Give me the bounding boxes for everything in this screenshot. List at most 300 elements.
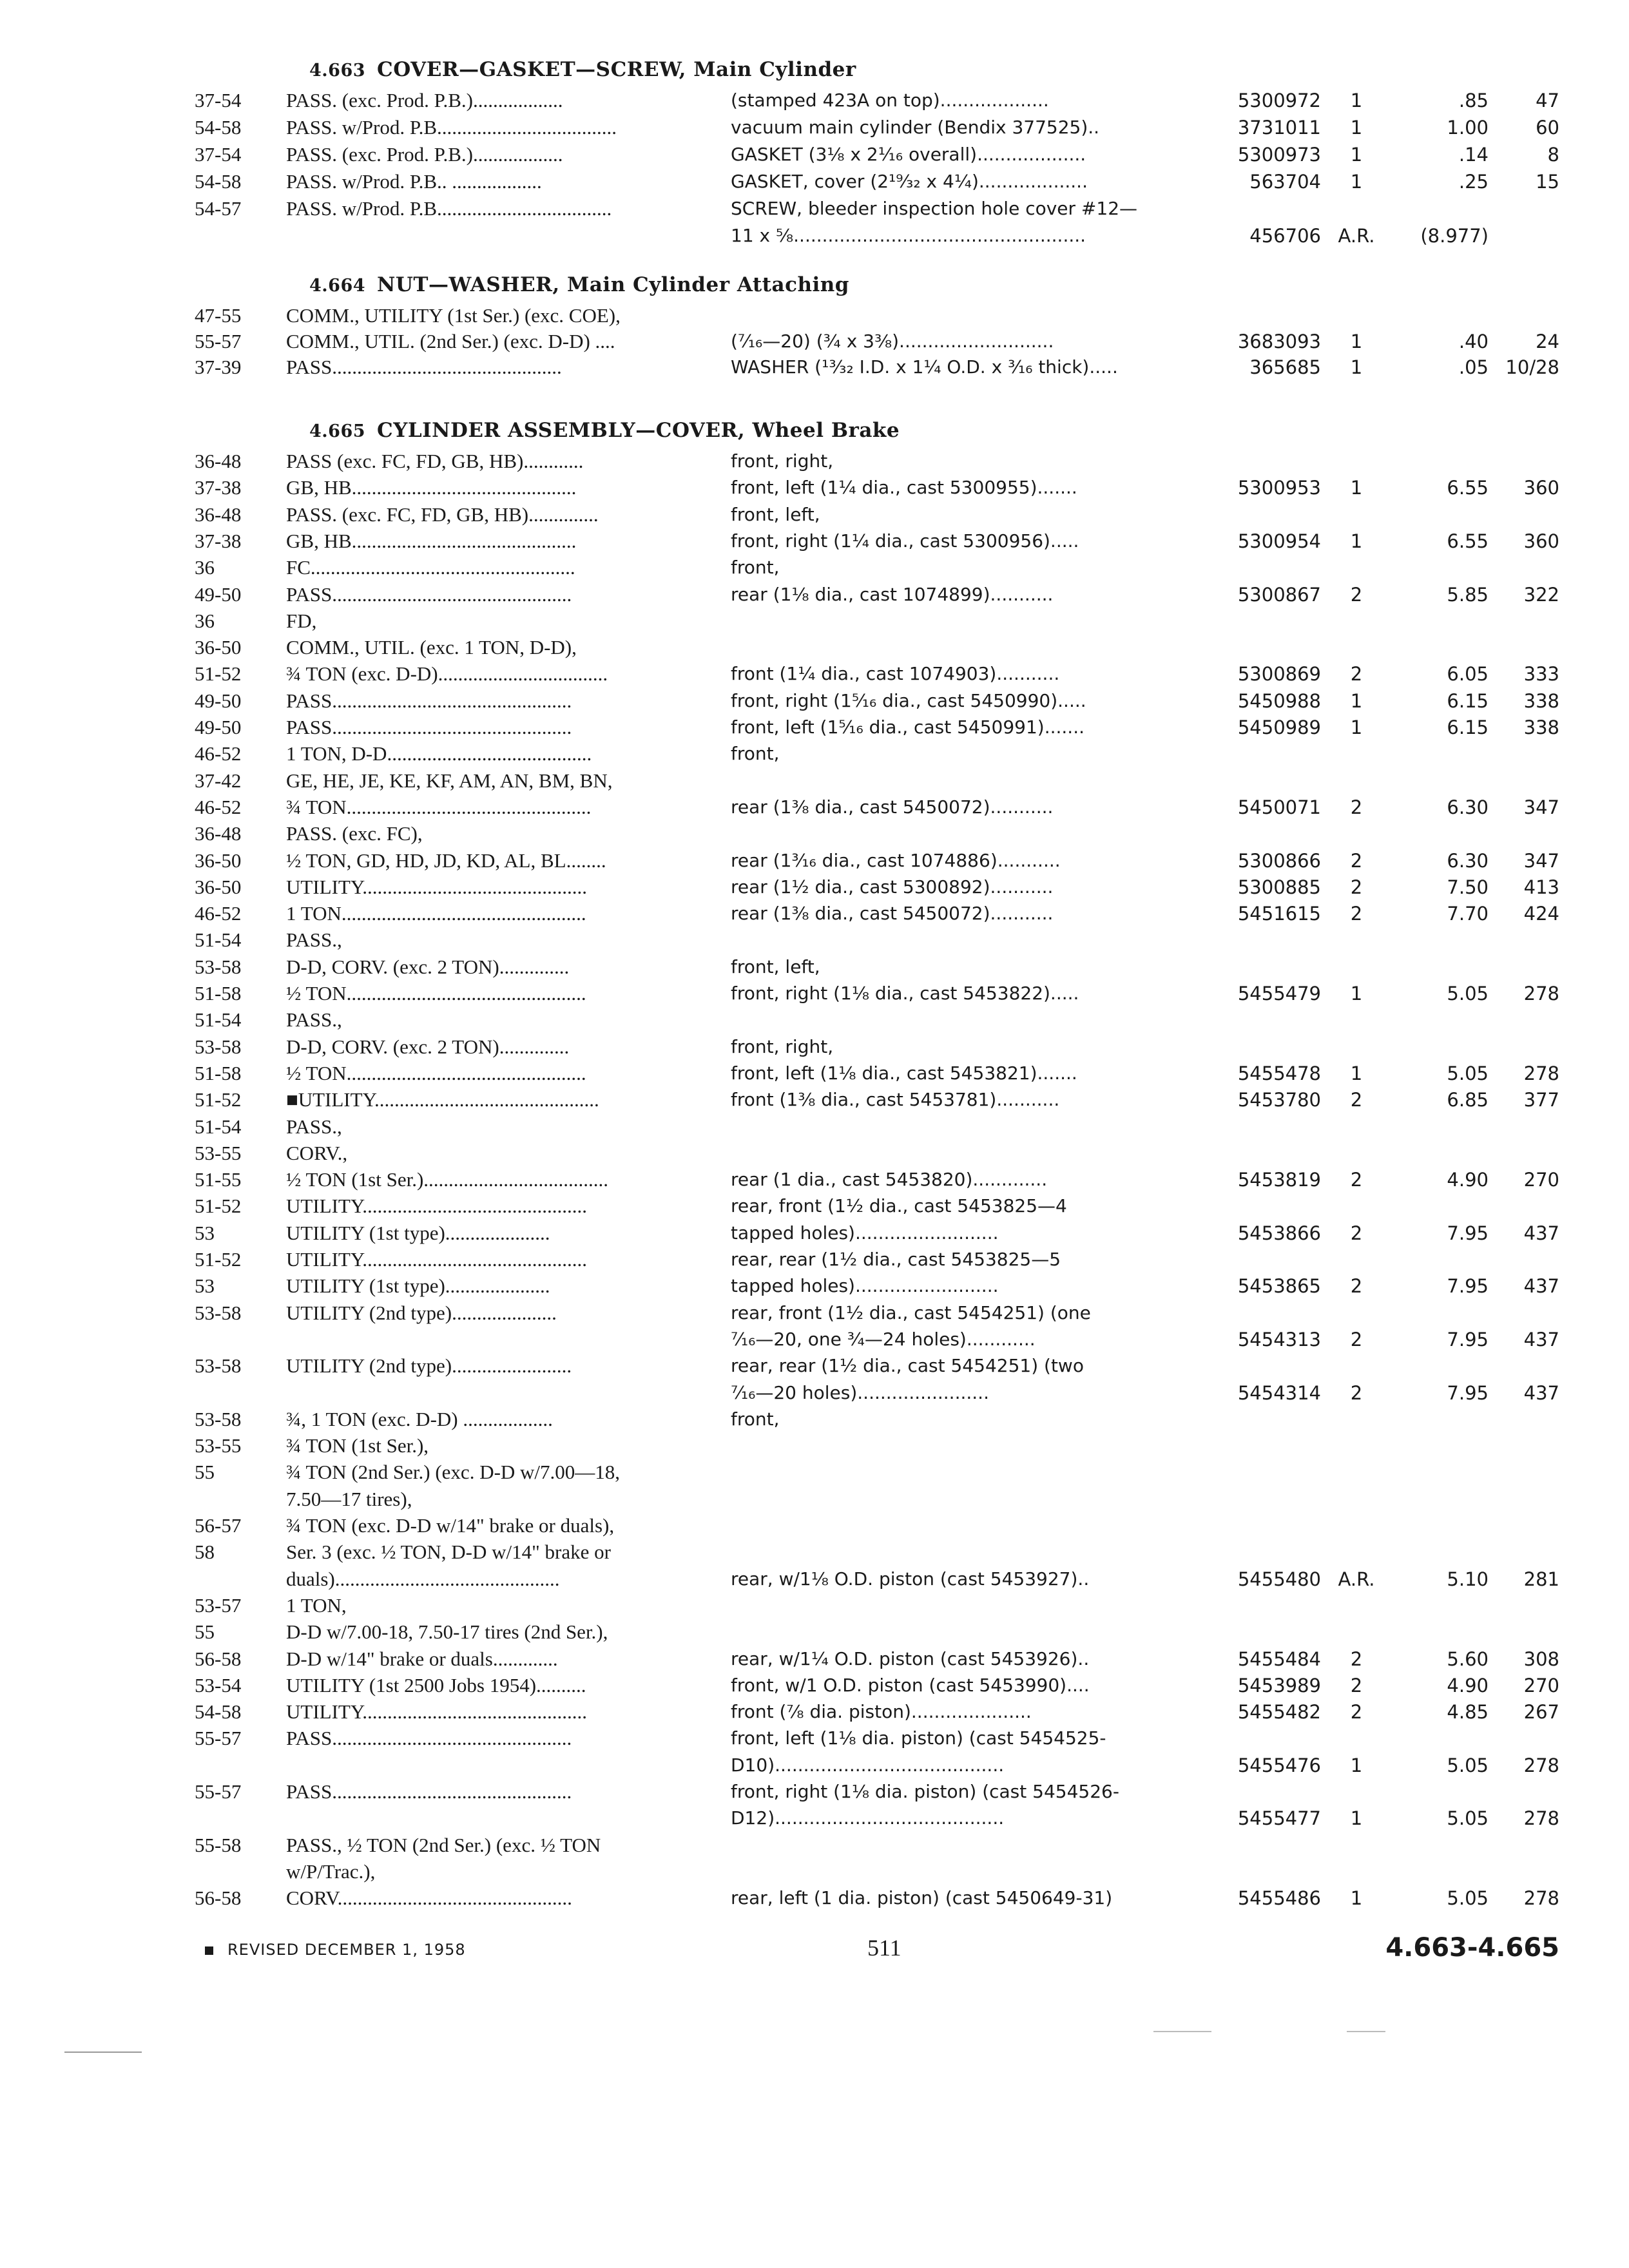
quantity: 2 — [1350, 1674, 1363, 1696]
part-number: 5453989 — [1237, 1674, 1321, 1696]
list-price: 6.55 — [1447, 477, 1489, 499]
application: UTILITY............................................. — [286, 1195, 587, 1218]
model-years: 53-58 — [195, 1354, 242, 1378]
application: GB, HB............................................. — [286, 476, 577, 499]
quantity: 1 — [1350, 689, 1363, 712]
table-row — [0, 821, 1629, 847]
application: ¾, 1 TON (exc. D-D) .................. — [286, 1407, 553, 1430]
table-row — [0, 874, 1629, 900]
application: ■UTILITY............................................. — [286, 1088, 599, 1111]
quantity: A.R. — [1338, 1568, 1375, 1590]
list-price: 7.95 — [1447, 1275, 1489, 1298]
application: UTILITY (1st type)..................... — [286, 1274, 550, 1298]
model-years: 55 — [195, 1620, 215, 1644]
model-years: 49-50 — [195, 582, 242, 606]
table-row — [0, 1007, 1629, 1033]
group-code: 347 — [1523, 849, 1559, 872]
table-row — [0, 475, 1629, 501]
part-number: 5455478 — [1237, 1062, 1321, 1084]
description: (⁷⁄₁₆—20) (¾ x 3⅜)........................... — [731, 331, 1054, 352]
model-years: 51-58 — [195, 1061, 242, 1084]
description: ⁷⁄₁₆—20, one ¾—24 holes)............ — [731, 1328, 1036, 1350]
model-years: 37-38 — [195, 476, 242, 499]
part-number: 5450071 — [1237, 796, 1321, 818]
table-row — [0, 1699, 1629, 1725]
list-price: 5.60 — [1447, 1648, 1489, 1670]
model-years: 56-57 — [195, 1514, 242, 1537]
application: COMM., UTILITY (1st Ser.) (exc. COE), — [286, 304, 621, 327]
description: rear, w/1⅛ O.D. piston (cast 5453927).. — [731, 1568, 1090, 1590]
quantity: 2 — [1350, 1275, 1363, 1298]
application: PASS................................................ — [286, 1727, 572, 1750]
description: rear, front (1½ dia., cast 5453825—4 — [731, 1195, 1067, 1217]
scan-mark — [1347, 2031, 1385, 2032]
part-number: 5300973 — [1237, 144, 1321, 166]
table-row — [0, 1486, 1629, 1512]
group-code: 267 — [1523, 1701, 1559, 1724]
list-price: 6.15 — [1447, 716, 1489, 738]
application: ¾ TON (exc. D-D w/14" brake or duals), — [286, 1514, 615, 1537]
application: FC..................................................... — [286, 556, 575, 579]
group-code: 322 — [1523, 583, 1559, 606]
application: CORV., — [286, 1141, 348, 1164]
quantity: 2 — [1350, 903, 1363, 925]
table-row — [0, 502, 1629, 528]
model-years: 51-54 — [195, 1008, 242, 1032]
section-heading — [309, 273, 849, 296]
group-code: 278 — [1523, 983, 1559, 1004]
quantity: 2 — [1350, 1169, 1363, 1191]
quantity: 2 — [1350, 583, 1363, 606]
application: GB, HB............................................. — [286, 529, 577, 552]
section-number: 4.664 — [309, 276, 366, 296]
model-years: 37-54 — [195, 143, 242, 166]
model-years: 46-52 — [195, 795, 242, 818]
description: rear (1⅜ dia., cast 5450072)........... — [731, 903, 1054, 925]
list-price: (8.977) — [1420, 225, 1489, 247]
list-price: 4.90 — [1447, 1674, 1489, 1696]
description: front, w/1 O.D. piston (cast 5453990).... — [731, 1674, 1090, 1696]
section-heading — [309, 419, 900, 442]
part-number: 5455484 — [1237, 1648, 1321, 1670]
model-years: 51-54 — [195, 1115, 242, 1138]
description: vacuum main cylinder (Bendix 377525).. — [731, 117, 1100, 138]
list-price: 6.30 — [1447, 796, 1489, 818]
quantity: 1 — [1350, 1754, 1363, 1776]
group-code: 60 — [1536, 117, 1559, 139]
model-years: 55 — [195, 1461, 215, 1484]
model-years: 51-52 — [195, 1088, 242, 1111]
list-price: 7.95 — [1447, 1381, 1489, 1404]
group-code: 413 — [1523, 876, 1559, 898]
list-price: .05 — [1458, 356, 1489, 378]
group-code: 278 — [1523, 1887, 1559, 1910]
table-row — [0, 1193, 1629, 1219]
description: front, left, — [731, 503, 820, 525]
model-years: 53-58 — [195, 1035, 242, 1058]
group-code: 308 — [1523, 1648, 1559, 1670]
part-number: 5300867 — [1237, 583, 1321, 606]
list-price: .14 — [1458, 144, 1489, 166]
group-code: 377 — [1523, 1089, 1559, 1111]
group-code: 333 — [1523, 663, 1559, 686]
model-years: 46-52 — [195, 902, 242, 925]
model-years: 51-58 — [195, 982, 242, 1004]
part-number: 3731011 — [1237, 117, 1321, 139]
scan-mark — [1153, 2031, 1211, 2032]
part-number: 3683093 — [1237, 331, 1321, 352]
quantity: 1 — [1350, 477, 1363, 499]
table-row — [0, 223, 1629, 249]
application: D-D, CORV. (exc. 2 TON).............. — [286, 1035, 570, 1058]
table-row — [0, 169, 1629, 195]
table-row — [0, 1539, 1629, 1565]
list-price: 7.70 — [1447, 903, 1489, 925]
part-number: 5300954 — [1237, 530, 1321, 552]
table-row — [0, 981, 1629, 1006]
part-number: 5450989 — [1237, 716, 1321, 738]
application: UTILITY (2nd type)........................ — [286, 1354, 572, 1378]
description: rear, left (1 dia. piston) (cast 5450649-31) — [731, 1887, 1113, 1909]
quantity: 1 — [1350, 716, 1363, 738]
description: GASKET, cover (2¹⁹⁄₃₂ x 4¼)................... — [731, 171, 1088, 192]
model-years: 53-58 — [195, 1301, 242, 1324]
table-row — [0, 848, 1629, 874]
quantity: 2 — [1350, 1328, 1363, 1350]
list-price: .85 — [1458, 90, 1489, 111]
table-row — [0, 1220, 1629, 1246]
application: PASS., — [286, 1008, 342, 1032]
list-price: 7.95 — [1447, 1222, 1489, 1244]
table-row — [0, 142, 1629, 168]
scan-mark — [64, 2052, 142, 2053]
table-row — [0, 1407, 1629, 1432]
section-range: 4.663-4.665 — [1385, 1933, 1559, 1963]
quantity: 1 — [1350, 1062, 1363, 1084]
model-years: 36 — [195, 556, 215, 579]
table-row — [0, 1725, 1629, 1751]
table-row — [0, 1247, 1629, 1273]
quantity: 1 — [1350, 144, 1363, 166]
application: ½ TON (1st Ser.)..................................... — [286, 1168, 609, 1191]
description: rear, rear (1½ dia., cast 5454251) (two — [731, 1355, 1084, 1377]
application: ½ TON, GD, HD, JD, KD, AL, BL........ — [286, 849, 606, 872]
list-price: 4.90 — [1447, 1169, 1489, 1191]
model-years: 53-55 — [195, 1434, 242, 1457]
part-number: 5300866 — [1237, 849, 1321, 872]
description: rear, w/1¼ O.D. piston (cast 5453926).. — [731, 1648, 1090, 1669]
application: UTILITY (2nd type)..................... — [286, 1301, 557, 1324]
quantity: 2 — [1350, 796, 1363, 818]
quantity: 2 — [1350, 1701, 1363, 1724]
table-row — [0, 1885, 1629, 1911]
model-years: 47-55 — [195, 304, 242, 327]
group-code: 270 — [1523, 1169, 1559, 1191]
group-code: 338 — [1523, 716, 1559, 738]
table-row — [0, 1300, 1629, 1326]
part-number: 5455480 — [1237, 1568, 1321, 1590]
model-years: 37-42 — [195, 769, 242, 792]
part-number: 5455486 — [1237, 1887, 1321, 1910]
description: tapped holes)......................... — [731, 1275, 999, 1297]
table-row — [0, 1859, 1629, 1885]
model-years: 53-55 — [195, 1141, 242, 1164]
table-row — [0, 901, 1629, 927]
section-title: COVER—GASKET—SCREW, Main Cylinder — [377, 58, 856, 81]
application: PASS. (exc. FC, FD, GB, HB).............. — [286, 503, 599, 526]
description: front, left (1⅛ dia. piston) (cast 5454525- — [731, 1727, 1106, 1749]
part-number: 5300869 — [1237, 663, 1321, 686]
application: PASS................................................ — [286, 689, 572, 712]
table-row — [0, 1114, 1629, 1140]
description: front, right (1⁵⁄₁₆ dia., cast 5450990)..... — [731, 689, 1086, 711]
table-row — [0, 1779, 1629, 1805]
table-row — [0, 1513, 1629, 1539]
application: COMM., UTIL. (2nd Ser.) (exc. D-D) .... — [286, 330, 615, 352]
table-row — [0, 1459, 1629, 1485]
application: 7.50—17 tires), — [286, 1487, 412, 1510]
model-years: 55-58 — [195, 1833, 242, 1856]
model-years: 51-52 — [195, 1195, 242, 1218]
quantity: 1 — [1350, 983, 1363, 1004]
table-row — [0, 1646, 1629, 1672]
model-years: 51-52 — [195, 1248, 242, 1271]
application: PASS. w/Prod. P.B.................................... — [286, 116, 617, 139]
description: front, — [731, 1408, 780, 1430]
group-code: 270 — [1523, 1674, 1559, 1696]
table-row — [0, 1805, 1629, 1831]
group-code: 360 — [1523, 530, 1559, 552]
quantity: 2 — [1350, 1648, 1363, 1670]
model-years: 36-50 — [195, 875, 242, 898]
description: front, right (1¼ dia., cast 5300956)..... — [731, 530, 1079, 552]
model-years: 36-50 — [195, 849, 242, 872]
table-row — [0, 715, 1629, 740]
revision-note — [205, 1941, 466, 1959]
model-years: 49-50 — [195, 689, 242, 712]
model-years: 51-55 — [195, 1168, 242, 1191]
table-row — [0, 1327, 1629, 1352]
model-years: 53 — [195, 1221, 215, 1244]
table-row — [0, 115, 1629, 140]
model-years: 36-48 — [195, 503, 242, 526]
application: COMM., UTIL. (exc. 1 TON, D-D), — [286, 636, 577, 659]
section-number: 4.665 — [309, 421, 366, 441]
description: rear, rear (1½ dia., cast 5453825—5 — [731, 1249, 1061, 1270]
section-number: 4.663 — [309, 61, 366, 81]
group-code: 281 — [1523, 1568, 1559, 1590]
table-row — [0, 1061, 1629, 1086]
page-number: 511 — [867, 1935, 901, 1961]
table-row — [0, 927, 1629, 953]
list-price: 5.05 — [1447, 1754, 1489, 1776]
part-number: 5300972 — [1237, 90, 1321, 111]
table-row — [0, 448, 1629, 474]
application: ½ TON................................................ — [286, 1061, 586, 1084]
part-number: 365685 — [1249, 356, 1321, 378]
quantity: 1 — [1350, 331, 1363, 352]
application: PASS. (exc. Prod. P.B.).................. — [286, 89, 563, 111]
model-years: 54-57 — [195, 197, 242, 220]
group-code: 437 — [1523, 1275, 1559, 1298]
table-row — [0, 1753, 1629, 1778]
group-code: 338 — [1523, 689, 1559, 712]
table-row — [0, 555, 1629, 581]
table-row — [0, 1380, 1629, 1406]
revision-bullet-icon — [205, 1946, 213, 1955]
application: UTILITY............................................. — [286, 1248, 587, 1271]
application: UTILITY............................................. — [286, 1700, 587, 1724]
description: front, left, — [731, 956, 820, 977]
quantity: 1 — [1350, 171, 1363, 193]
application: PASS (exc. FC, FD, GB, HB)............ — [286, 450, 584, 472]
table-row — [0, 1832, 1629, 1858]
model-years: 53-58 — [195, 1407, 242, 1430]
list-price: 6.30 — [1447, 849, 1489, 872]
table-row — [0, 196, 1629, 222]
model-years: 54-58 — [195, 1700, 242, 1724]
application: GE, HE, JE, KE, KF, AM, AN, BM, BN, — [286, 769, 613, 792]
model-years: 36-48 — [195, 822, 242, 845]
description: front, right (1⅛ dia. piston) (cast 5454526- — [731, 1781, 1119, 1802]
group-code: 10/28 — [1505, 356, 1559, 378]
table-row — [0, 768, 1629, 794]
quantity: 1 — [1350, 1887, 1363, 1910]
model-years: 58 — [195, 1541, 215, 1564]
table-row — [0, 1593, 1629, 1619]
table-row — [0, 88, 1629, 113]
part-number: 5453780 — [1237, 1089, 1321, 1111]
list-price: 5.05 — [1447, 983, 1489, 1004]
group-code: 347 — [1523, 796, 1559, 818]
list-price: 4.85 — [1447, 1701, 1489, 1724]
quantity: 2 — [1350, 849, 1363, 872]
list-price: .25 — [1458, 171, 1489, 193]
model-years: 53-54 — [195, 1673, 242, 1696]
application: PASS. w/Prod. P.B.. .................. — [286, 170, 542, 193]
application: PASS., — [286, 928, 342, 952]
model-years: 46-52 — [195, 742, 242, 765]
group-code: 437 — [1523, 1328, 1559, 1350]
group-code: 278 — [1523, 1062, 1559, 1084]
table-row — [0, 635, 1629, 660]
part-number: 5453866 — [1237, 1222, 1321, 1244]
quantity: 2 — [1350, 663, 1363, 686]
application: D-D, CORV. (exc. 2 TON).............. — [286, 955, 570, 978]
part-number: 5455479 — [1237, 983, 1321, 1004]
description: rear, front (1½ dia., cast 5454251) (one — [731, 1302, 1091, 1323]
part-number: 5453865 — [1237, 1275, 1321, 1298]
application: PASS................................................ — [286, 582, 572, 606]
description: WASHER (¹³⁄₃₂ I.D. x 1¼ O.D. x ³⁄₁₆ thick)..... — [731, 356, 1118, 378]
description: GASKET (3⅛ x 2¹⁄₁₆ overall)................... — [731, 144, 1086, 165]
table-row — [0, 1167, 1629, 1193]
application: 1 TON, — [286, 1593, 347, 1617]
part-number: 5455482 — [1237, 1701, 1321, 1724]
table-row — [0, 354, 1629, 380]
application: PASS. (exc. Prod. P.B.).................. — [286, 143, 563, 166]
model-years: 53-58 — [195, 955, 242, 978]
model-years: 36-50 — [195, 636, 242, 659]
application: FD, — [286, 609, 317, 632]
description: front (1⅜ dia., cast 5453781)........... — [731, 1089, 1060, 1111]
table-row — [0, 608, 1629, 634]
part-number: 5455476 — [1237, 1754, 1321, 1776]
table-row — [0, 661, 1629, 687]
revision-text: REVISED DECEMBER 1, 1958 — [227, 1941, 466, 1959]
section-heading — [309, 58, 856, 81]
quantity: 1 — [1350, 356, 1363, 378]
group-code: 8 — [1547, 144, 1559, 166]
application: ¾ TON................................................. — [286, 795, 592, 818]
model-years: 37-38 — [195, 529, 242, 552]
model-years: 36-48 — [195, 450, 242, 472]
application: PASS................................................ — [286, 1780, 572, 1803]
part-number: 5454314 — [1237, 1381, 1321, 1404]
description: D10)........................................ — [731, 1754, 1005, 1776]
quantity: 1 — [1350, 90, 1363, 111]
application: duals)............................................. — [286, 1567, 560, 1590]
description: rear (1 dia., cast 5453820)............. — [731, 1169, 1048, 1191]
description: D12)........................................ — [731, 1807, 1005, 1829]
list-price: 7.95 — [1447, 1328, 1489, 1350]
list-price: 5.10 — [1447, 1568, 1489, 1590]
description: front, left (1⅛ dia., cast 5453821)....... — [731, 1062, 1077, 1084]
table-row — [0, 1566, 1629, 1592]
application: w/P/Trac.), — [286, 1860, 376, 1883]
part-number: 5300953 — [1237, 477, 1321, 499]
description: SCREW, bleeder inspection hole cover #12— — [731, 198, 1138, 219]
list-price: 5.05 — [1447, 1807, 1489, 1830]
table-row — [0, 329, 1629, 354]
part-number: 5300885 — [1237, 876, 1321, 898]
application: D-D w/7.00-18, 7.50-17 tires (2nd Ser.), — [286, 1620, 608, 1644]
table-row — [0, 528, 1629, 554]
list-price: .40 — [1458, 331, 1489, 352]
table-row — [0, 303, 1629, 329]
description: (stamped 423A on top)................... — [731, 90, 1049, 111]
part-number: 456706 — [1249, 225, 1321, 247]
description: front, right, — [731, 1035, 834, 1057]
model-years: 56-58 — [195, 1887, 242, 1910]
application: UTILITY (1st 2500 Jobs 1954).......... — [286, 1673, 586, 1696]
table-row — [0, 582, 1629, 608]
page-footer — [0, 1933, 1629, 1972]
table-row — [0, 1140, 1629, 1166]
group-code: 47 — [1536, 90, 1559, 111]
application: UTILITY............................................. — [286, 875, 587, 898]
application: PASS., ½ TON (2nd Ser.) (exc. ½ TON — [286, 1833, 601, 1856]
application: D-D w/14" brake or duals............. — [286, 1647, 558, 1670]
application: PASS., — [286, 1115, 342, 1138]
description: front, right, — [731, 450, 834, 472]
group-code: 278 — [1523, 1807, 1559, 1830]
section-title: CYLINDER ASSEMBLY—COVER, Wheel Brake — [377, 419, 900, 442]
group-code: 437 — [1523, 1222, 1559, 1244]
application: 1 TON................................................. — [286, 902, 586, 925]
description: front, right (1⅛ dia., cast 5453822)..... — [731, 983, 1079, 1004]
part-number: 563704 — [1249, 171, 1321, 193]
model-years: 36 — [195, 609, 215, 632]
application: ½ TON................................................ — [286, 982, 586, 1004]
table-row — [0, 1433, 1629, 1459]
quantity: 1 — [1350, 530, 1363, 552]
quantity: A.R. — [1338, 225, 1375, 247]
description: 11 x ⅝................................................... — [731, 225, 1086, 246]
description: front (⅞ dia. piston)..................... — [731, 1701, 1032, 1723]
model-years: 51-54 — [195, 928, 242, 952]
application: CORV............................................... — [286, 1887, 572, 1910]
